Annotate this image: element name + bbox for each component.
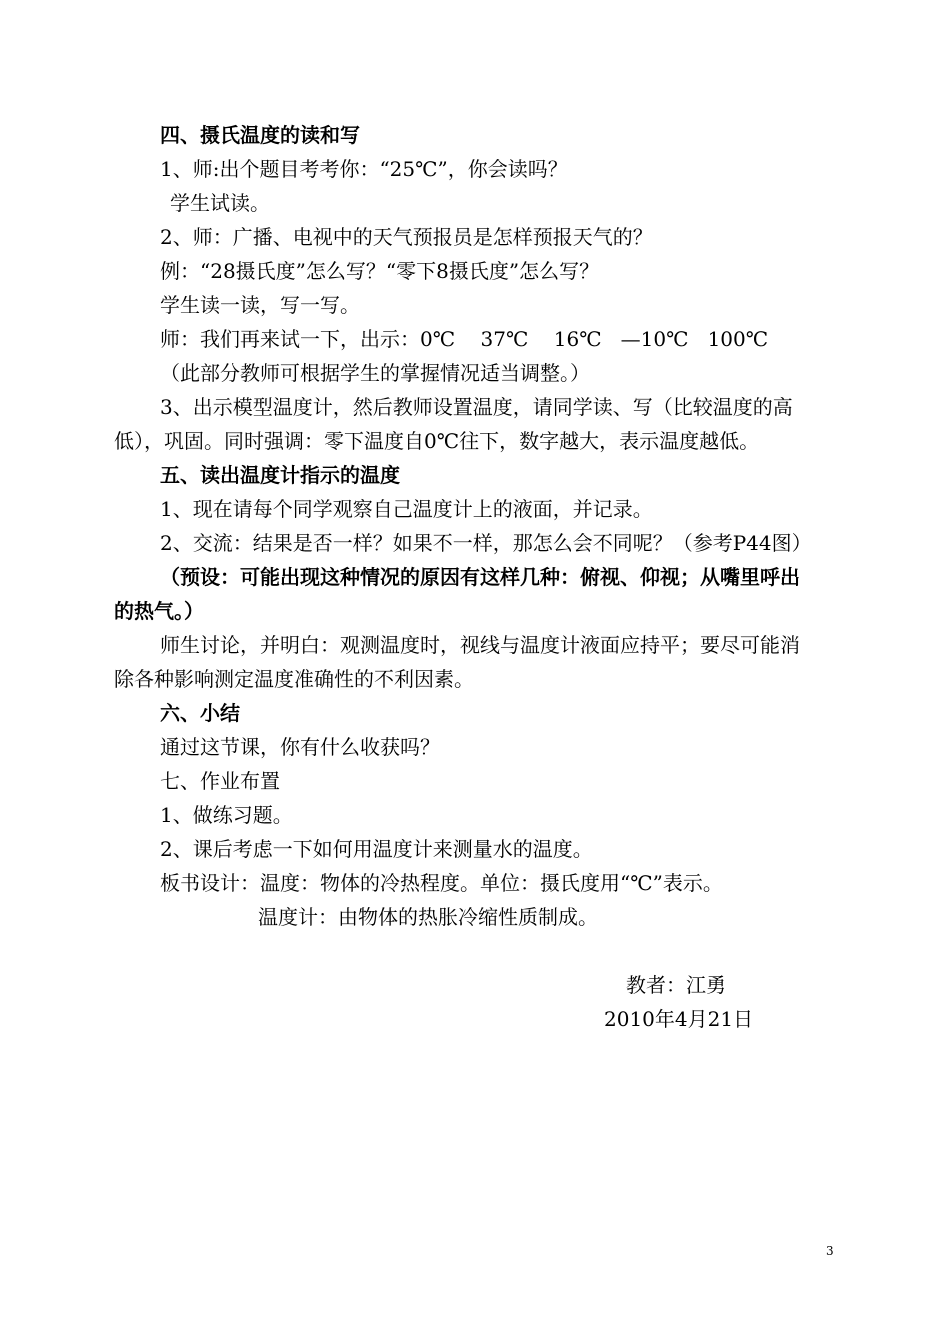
paragraph-line: 1、现在请每个同学观察自己温度计上的液面，并记录。 [160,497,653,521]
paragraph-line: 除各种影响测定温度准确性的不利因素。 [114,667,474,691]
bold-note-line: （预设：可能出现这种情况的原因有这样几种：俯视、仰视；从嘴里呼出 [160,565,800,589]
paragraph-line: 学生读一读，写一写。 [160,293,360,317]
page-number: 3 [826,1244,834,1258]
teacher-signature: 教者：江勇 [626,973,726,997]
paragraph-line: 2、课后考虑一下如何用温度计来测量水的温度。 [160,837,593,861]
section-heading-5: 五、读出温度计指示的温度 [160,463,400,487]
section-heading-6: 六、小结 [160,701,240,725]
paragraph-line: 低），巩固。同时强调：零下温度自0℃往下，数字越大，表示温度越低。 [114,429,760,453]
board-design-line: 温度计：由物体的热胀冷缩性质制成。 [258,905,598,929]
paragraph-line: 师：我们再来试一下，出示：0℃ 37℃ 16℃ —10℃ 100℃ [160,327,769,351]
paragraph-line: 1、做练习题。 [160,803,293,827]
paragraph-line: 师生讨论，并明白：观测温度时，视线与温度计液面应持平；要尽可能消 [160,633,800,657]
board-design-line: 板书设计：温度：物体的冷热程度。单位：摄氏度用“℃”表示。 [160,871,723,895]
paragraph-line: 例：“28摄氏度”怎么写？“零下8摄氏度”怎么写？ [160,259,600,283]
paragraph-line: 3、出示模型温度计，然后教师设置温度，请同学读、写（比较温度的高 [160,395,793,419]
bold-note-line: 的热气。） [114,599,204,623]
paragraph-line: （此部分教师可根据学生的掌握情况适当调整。） [160,361,590,385]
section-heading-7: 七、作业布置 [160,769,280,793]
paragraph-line: 通过这节课，你有什么收获吗？ [160,735,440,759]
section-heading-4: 四、摄氏温度的读和写 [160,123,360,147]
paragraph-line: 学生试读。 [170,191,270,215]
paragraph-line: 2、交流：结果是否一样？如果不一样，那怎么会不同呢？（参考P44图） [160,531,812,555]
document-date: 2010年4月21日 [604,1007,754,1031]
paragraph-line: 1、师:出个题目考考你：“25℃”，你会读吗？ [160,157,568,181]
paragraph-line: 2、师：广播、电视中的天气预报员是怎样预报天气的？ [160,225,653,249]
